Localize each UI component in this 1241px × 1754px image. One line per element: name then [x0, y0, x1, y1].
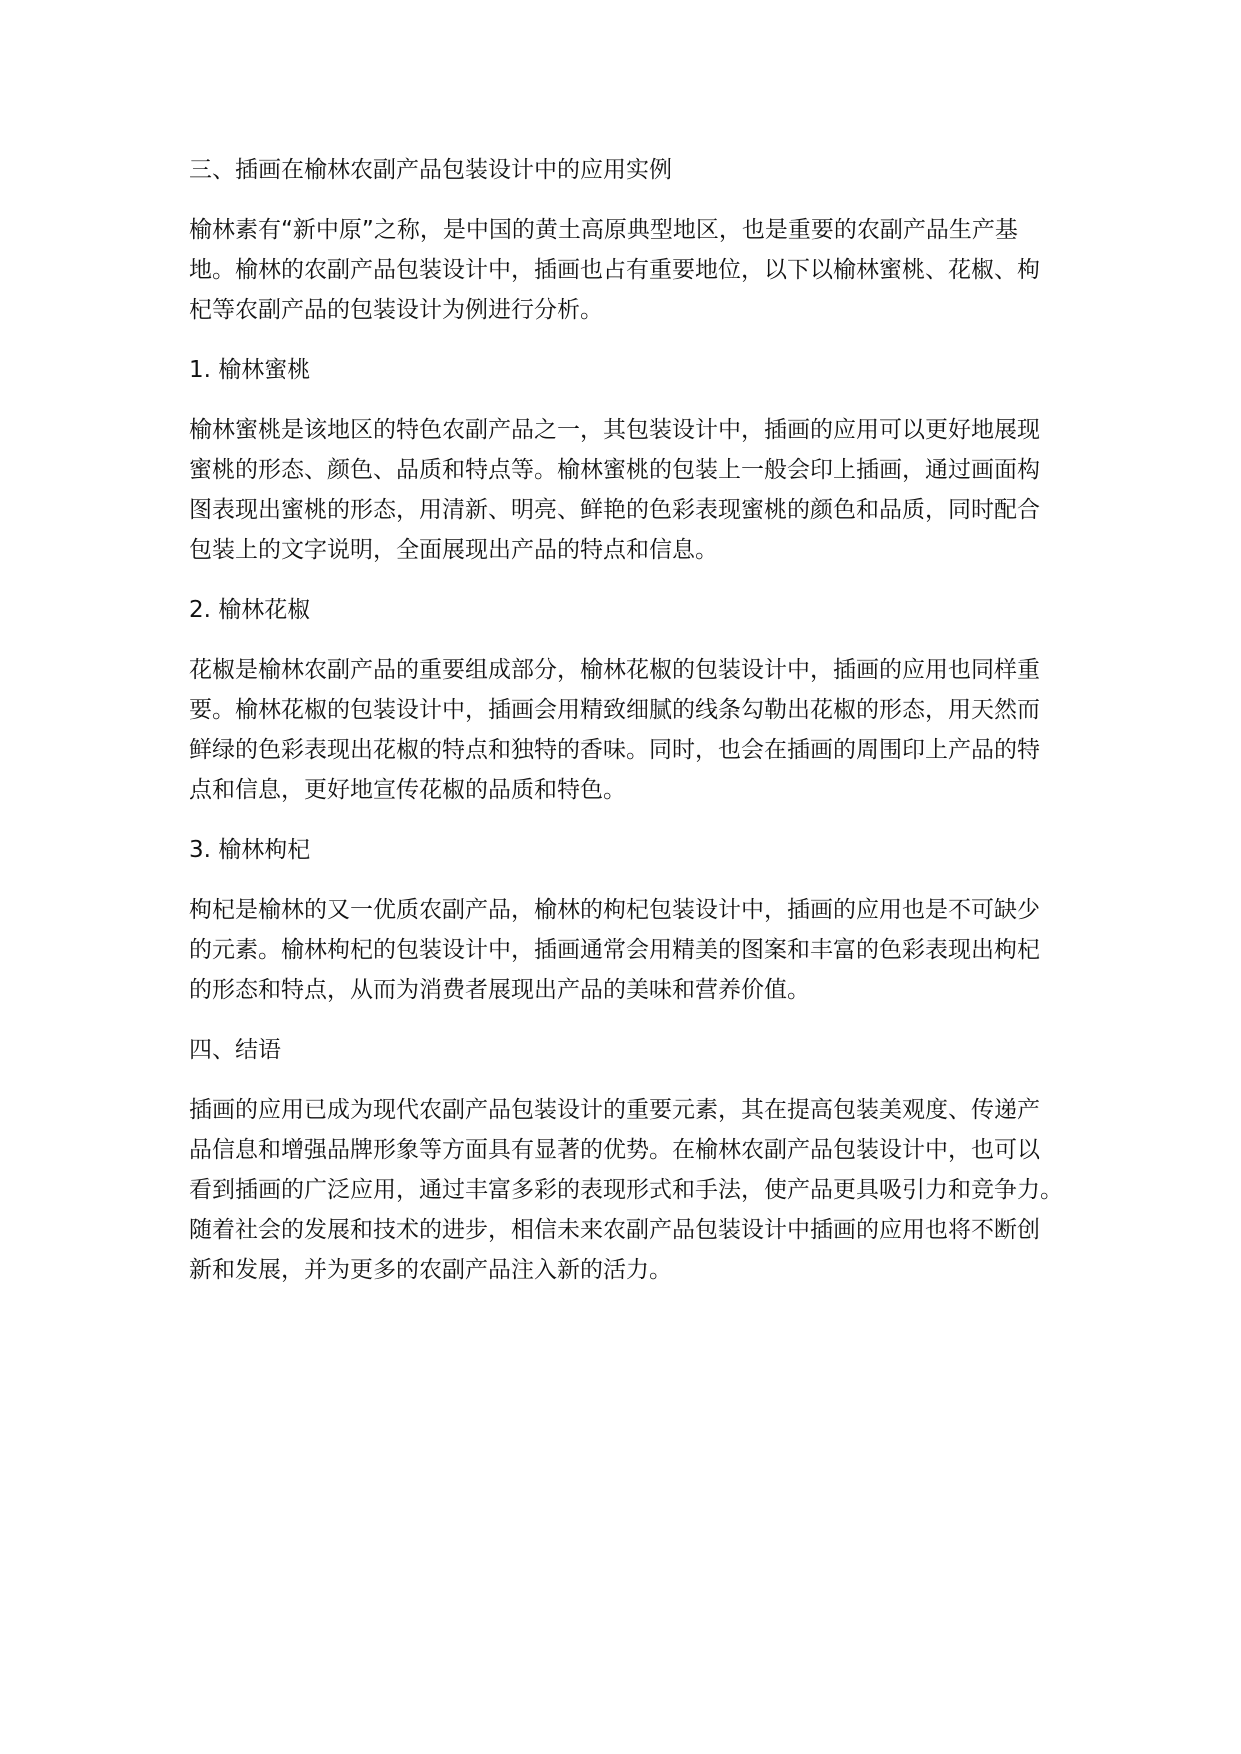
text-line: 包装上的文字说明，全面展现出产品的特点和信息。: [189, 537, 718, 563]
conclusion-paragraph: [189, 1090, 1069, 1290]
text-line: 榆林素有“新中原”之称，是中国的黄土高原典型地区，也是重要的农副产品生产基: [189, 217, 1018, 243]
text-line: 花椒是榆林农副产品的重要组成部分，榆林花椒的包装设计中，插画的应用也同样重: [189, 657, 1040, 683]
subsection-1-heading: 1. 榆林蜜桃: [189, 357, 311, 383]
text-line: 看到插画的广泛应用，通过丰富多彩的表现形式和手法，使产品更具吸引力和竞争力。: [189, 1177, 1063, 1203]
text-line: 要。榆林花椒的包装设计中，插画会用精致细腻的线条勾勒出花椒的形态，用天然而: [189, 697, 1040, 723]
subsection-2-heading: 2. 榆林花椒: [189, 597, 311, 623]
text-line: 榆林蜜桃是该地区的特色农副产品之一，其包装设计中，插画的应用可以更好地展现: [189, 417, 1040, 443]
text-line: 枸杞是榆林的又一优质农副产品，榆林的枸杞包装设计中，插画的应用也是不可缺少: [189, 897, 1040, 923]
text-line: 的形态和特点，从而为消费者展现出产品的美味和营养价值。: [189, 977, 810, 1003]
text-line: 蜜桃的形态、颜色、品质和特点等。榆林蜜桃的包装上一般会印上插画，通过画面构: [189, 457, 1040, 483]
document-body: [189, 150, 1069, 1290]
intro-paragraph: [189, 210, 1069, 330]
text-line: 插画的应用已成为现代农副产品包装设计的重要元素，其在提高包装美观度、传递产: [189, 1097, 1040, 1123]
text-line: 鲜绿的色彩表现出花椒的特点和独特的香味。同时，也会在插画的周围印上产品的特: [189, 737, 1040, 763]
text-line: 点和信息，更好地宣传花椒的品质和特色。: [189, 777, 626, 803]
text-line: 杞等农副产品的包装设计为例进行分析。: [189, 297, 603, 323]
text-line: 图表现出蜜桃的形态，用清新、明亮、鲜艳的色彩表现蜜桃的颜色和品质，同时配合: [189, 497, 1040, 523]
subsection-3-heading: 3. 榆林枸杞: [189, 837, 311, 863]
subsection-2-paragraph: [189, 650, 1069, 810]
section-3-heading: 三、插画在榆林农副产品包装设计中的应用实例: [189, 157, 672, 183]
text-line: 的元素。榆林枸杞的包装设计中，插画通常会用精美的图案和丰富的色彩表现出枸杞: [189, 937, 1040, 963]
text-line: 新和发展，并为更多的农副产品注入新的活力。: [189, 1257, 672, 1283]
text-line: 随着社会的发展和技术的进步，相信未来农副产品包装设计中插画的应用也将不断创: [189, 1217, 1040, 1243]
section-4-heading: 四、结语: [189, 1037, 281, 1063]
text-line: 品信息和增强品牌形象等方面具有显著的优势。在榆林农副产品包装设计中，也可以: [189, 1137, 1040, 1163]
text-line: 地。榆林的农副产品包装设计中，插画也占有重要地位，以下以榆林蜜桃、花椒、枸: [189, 257, 1040, 283]
subsection-1-paragraph: [189, 410, 1069, 570]
subsection-3-paragraph: [189, 890, 1069, 1010]
